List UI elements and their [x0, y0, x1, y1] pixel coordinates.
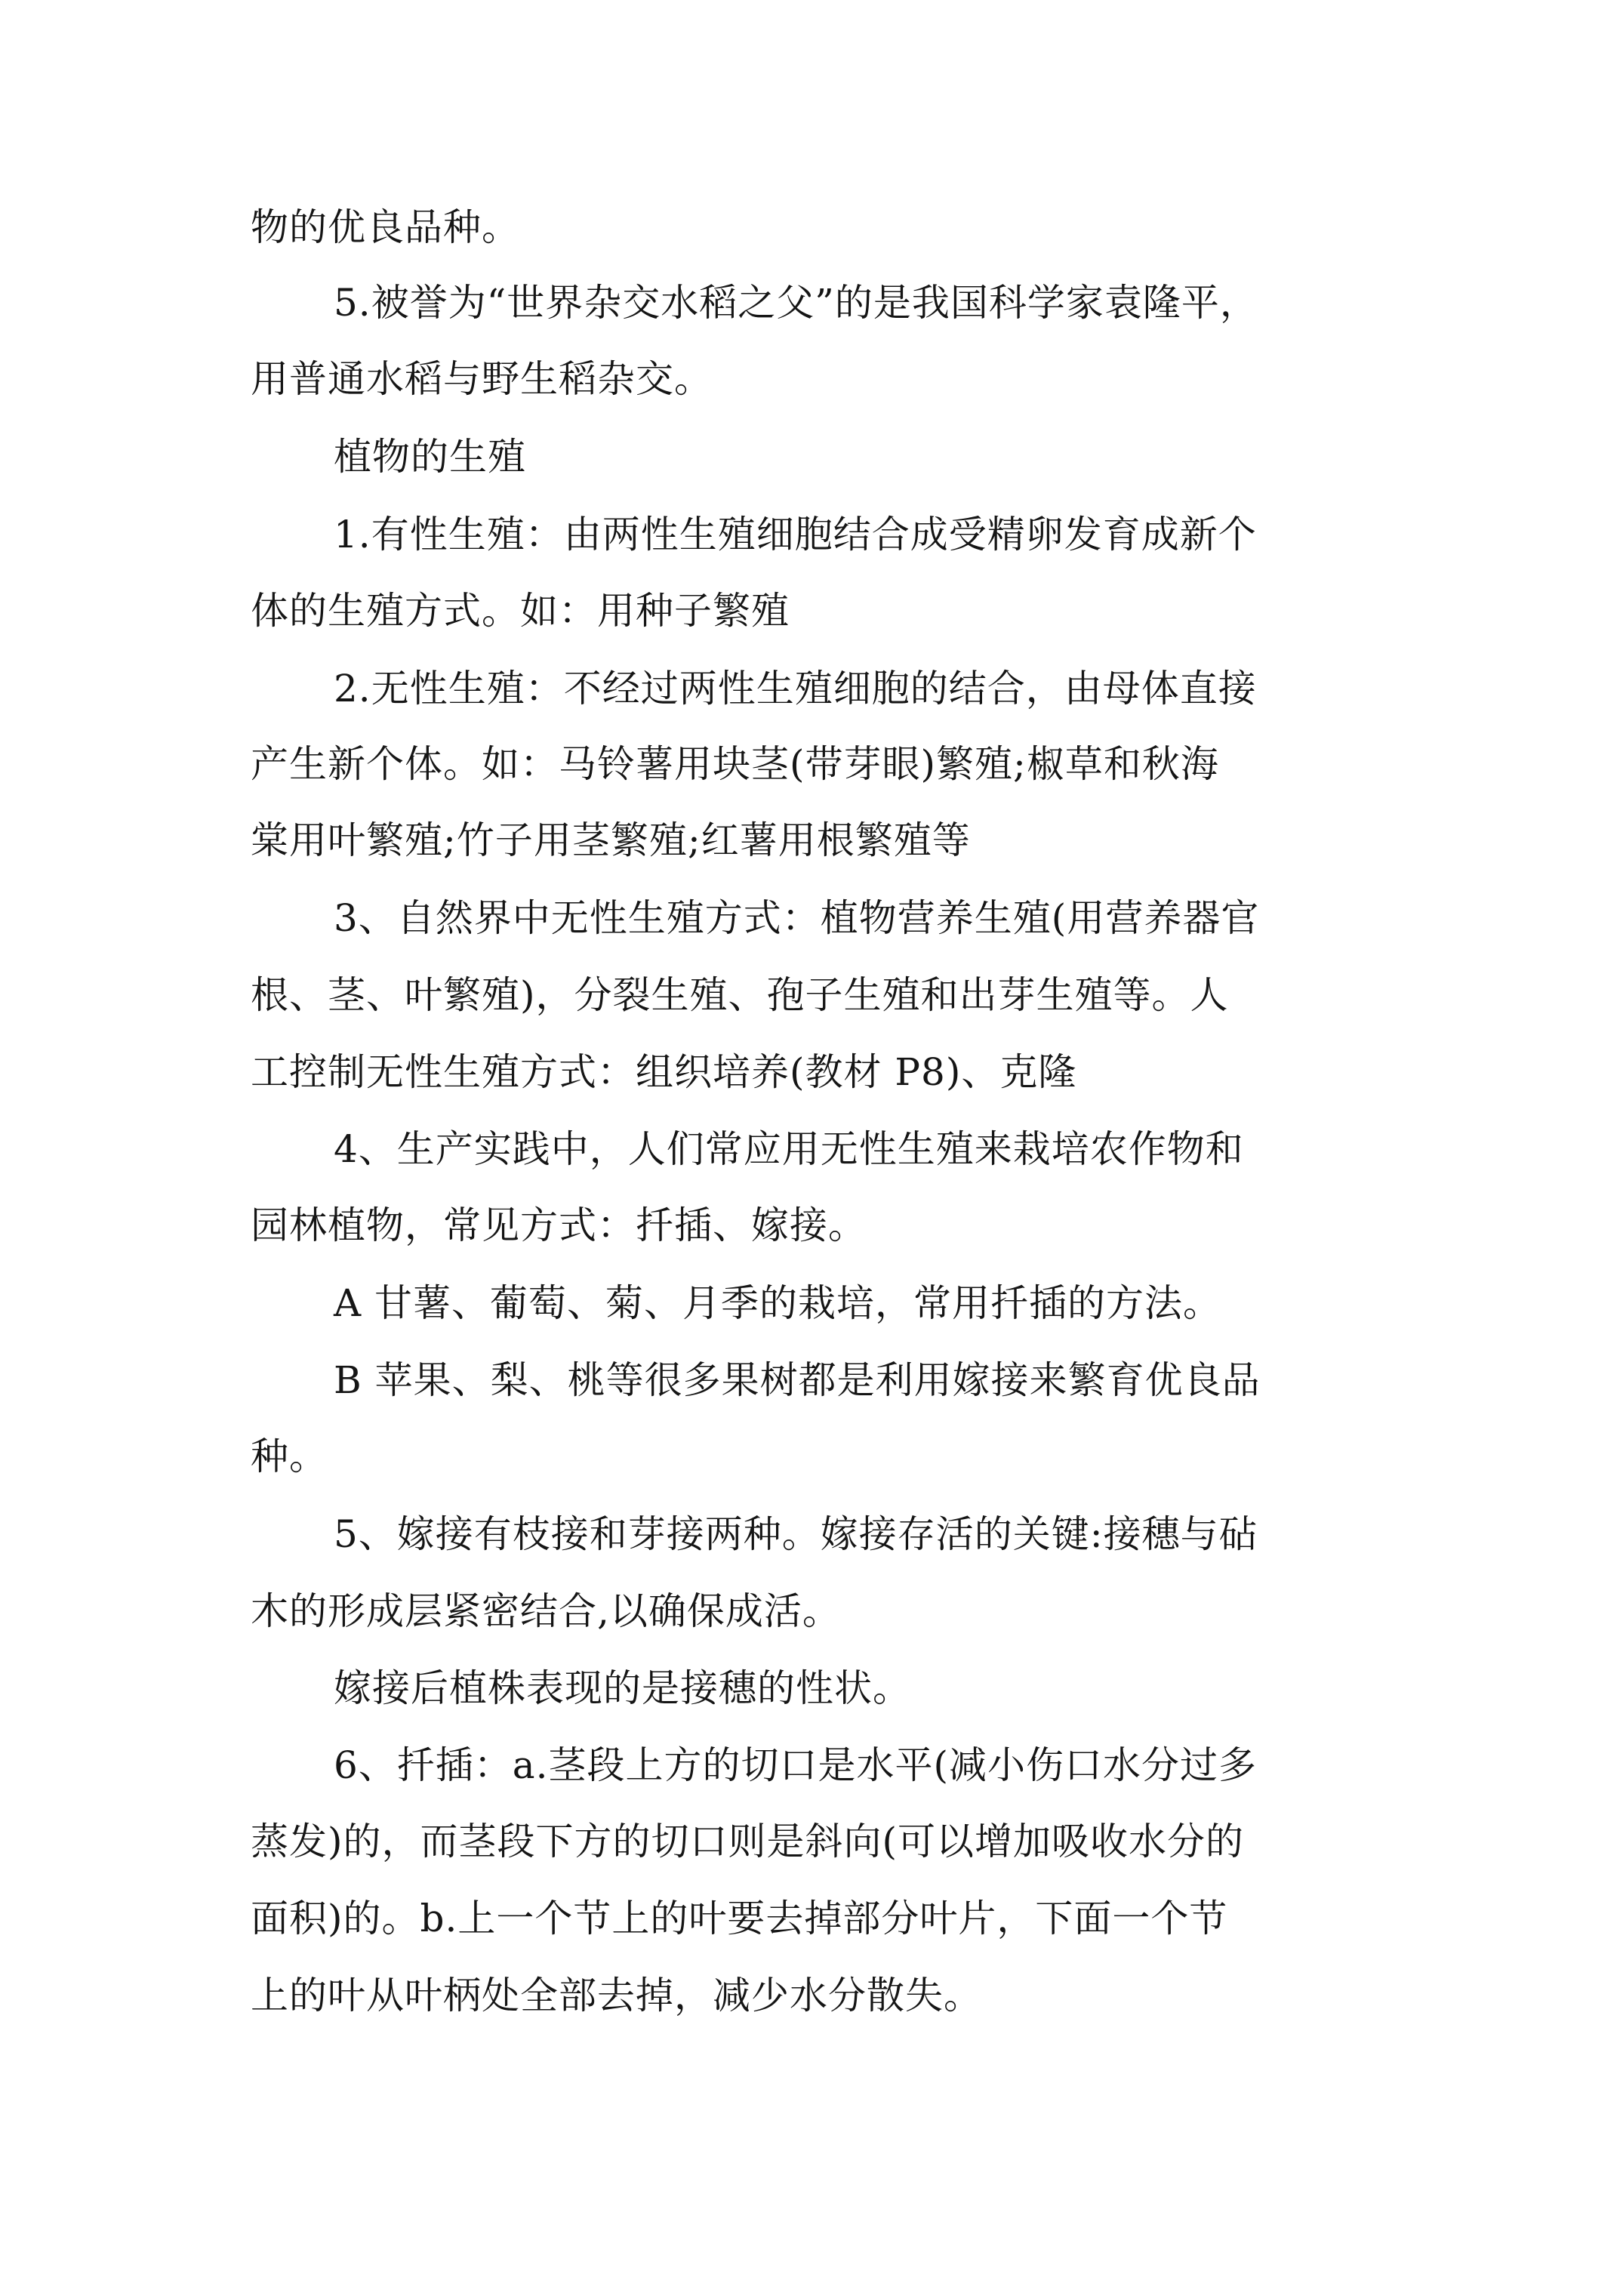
text-line: 嫁接后植株表现的是接穗的性状。 [334, 1666, 911, 1710]
text-line: A 甘薯、葡萄、菊、月季的栽培，常用扦插的方法。 [334, 1281, 1222, 1325]
text-line: 物的优良品种。 [251, 205, 520, 249]
text-line: 3、自然界中无性生殖方式：植物营养生殖(用营养器官 [334, 896, 1260, 940]
text-line: 园林植物，常见方式：扦插、嫁接。 [251, 1203, 867, 1247]
text-line: 体的生殖方式。如：用种子繁殖 [251, 589, 790, 633]
text-line: 棠用叶繁殖;竹子用茎繁殖;红薯用根繁殖等 [251, 818, 971, 862]
text-line: 用普通水稻与野生稻杂交。 [251, 357, 713, 401]
text-line: 1.有性生殖：由两性生殖细胞结合成受精卵发育成新个 [334, 513, 1257, 556]
text-line: 4、生产实践中，人们常应用无性生殖来栽培农作物和 [334, 1127, 1244, 1171]
text-line: B 苹果、梨、桃等很多果树都是利用嫁接来繁育优良品 [334, 1358, 1261, 1402]
text-line: 5.被誉为“世界杂交水稻之父”的是我国科学家袁隆平， [334, 281, 1258, 325]
text-line: 6、扦插：a.茎段上方的切口是水平(减小伤口水分过多 [334, 1743, 1258, 1787]
text-line: 2.无性生殖：不经过两性生殖细胞的结合，由母体直接 [334, 667, 1257, 710]
text-line: 面积)的。b.上一个节上的叶要去掉部分叶片，下面一个节 [251, 1897, 1228, 1940]
section-heading: 植物的生殖 [334, 435, 526, 479]
text-line: 蒸发)的，而茎段下方的切口则是斜向(可以增加吸收水分的 [251, 1820, 1245, 1863]
text-line: 5、嫁接有枝接和芽接两种。嫁接存活的关键:接穗与砧 [334, 1512, 1258, 1556]
text-line: 种。 [251, 1435, 328, 1478]
text-line: 木的形成层紧密结合,以确保成活。 [251, 1589, 841, 1633]
text-line: 上的叶从叶柄处全部去掉，减少水分散失。 [251, 1974, 982, 2017]
text-line: 工控制无性生殖方式：组织培养(教材 P8)、克隆 [251, 1050, 1077, 1094]
text-line: 产生新个体。如：马铃薯用块茎(带芽眼)繁殖;椒草和秋海 [251, 742, 1219, 786]
text-line: 根、茎、叶繁殖)，分裂生殖、孢子生殖和出芽生殖等。人 [251, 973, 1229, 1017]
